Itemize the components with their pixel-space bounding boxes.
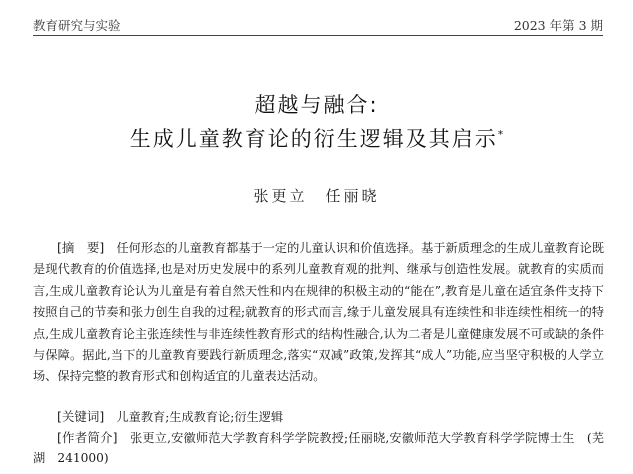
paper-title-sub-text: 生成儿童教育论的衍生逻辑及其启示: [129, 127, 498, 151]
author-info-paragraph: [33, 428, 604, 468]
running-header: [33, 14, 603, 34]
keywords-label: [关键词]: [57, 409, 105, 424]
header-divider: [33, 35, 603, 36]
author-info-label: [作者简介]: [57, 430, 118, 445]
keywords-line: [33, 407, 604, 427]
abstract-paragraph: [33, 237, 604, 388]
abstract-label: [摘 要]: [57, 240, 105, 255]
author-line: [0, 185, 633, 206]
author-name: 张更立: [253, 187, 308, 205]
author-info-text: 张更立,安徽师范大学教育科学学院教授;任丽晓,安徽师范大学教育科学学院博士生 (芜湖 241000): [33, 431, 605, 465]
paper-title-main: 超越与融合:: [254, 93, 379, 117]
title-footnote-mark: *: [497, 128, 504, 141]
author-name: 任丽晓: [325, 187, 380, 205]
abstract-text: 任何形态的儿童教育都基于一定的儿童认识和价值选择。基于新质理念的生成儿童教育论既是现代教育的价值选择,也是对历史发展中的系列儿童教育观的批判、继承与创造性发展。就教育的实质而言,生成儿童教育论认为儿童是有着自然天性和内在规律的积极主动的“能在”,教育是儿童在适宜条件支持下按照自己的节奏和张力创生自我的过程;就教育的形式而言,缘于儿童发展具有连续性和非连续性相统一的特点,生成儿童教育论主张连续性与非连续性教育形式的结构性融合,认为二者是儿童健康发展不可或缺的条件与保障。据此,当下的儿童教育要践行新质理念,落实“双减”政策,发挥其“成人”功能,应当坚守积极的人学立场、保持完整的教育形式和创构适宜的儿童表达活动。: [33, 241, 605, 384]
journal-name: 教育研究与实验: [33, 18, 121, 33]
issue-number: 2023 年第 3 期: [513, 18, 603, 33]
keywords-text: 儿童教育;生成教育论;衍生逻辑: [116, 410, 284, 424]
paper-title-sub: [0, 123, 633, 153]
